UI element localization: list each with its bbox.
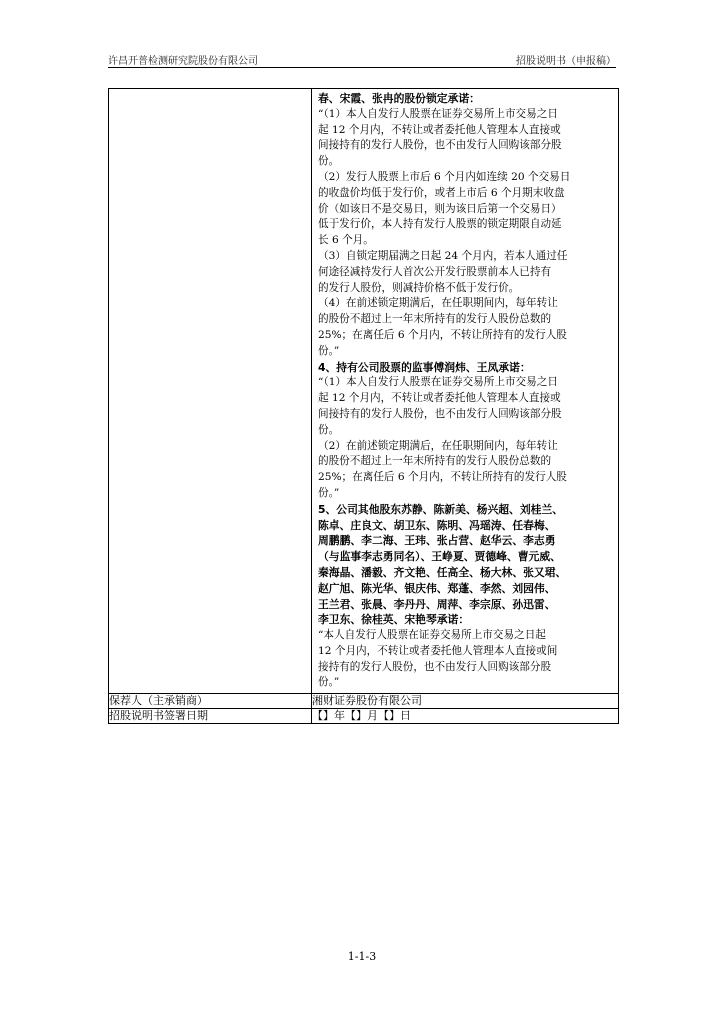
header-company-name: 许昌开普检测研究院股份有限公司 [108, 56, 258, 67]
commitment-body-line: 起 12 个月内，不转让或者委托他人管理本人直接或 [318, 392, 561, 405]
commitment-text-block [312, 89, 618, 693]
commitment-body-line: 25%；在离任后 6 个月内，不转让所持有的发行人股 [318, 328, 567, 341]
signing-date-row [109, 709, 619, 724]
commitment-body-line: 何途径减持发行人首次公开发行股票前本人已持有 [318, 265, 552, 278]
commitment-body-line: 间接持有的发行人股份，也不由发行人回购该部分股 [318, 139, 562, 152]
commitment-body-line: 起 12 个月内，不转让或者委托他人管理本人直接或 [318, 123, 561, 136]
commitment-body-line: “（1）本人自发行人股票在证券交易所上市交易之日 [318, 376, 558, 389]
commitment-body-line: （2）发行人股票上市后 6 个月内如连续 20 个交易日 [318, 170, 571, 183]
commitment-body-line: “本人自发行人股票在证券交易所上市交易之日起 [318, 629, 546, 642]
page-number: 1-1-3 [347, 950, 377, 963]
commitment-body-line: 低于发行价，本人持有发行人股票的锁定期限自动延 [318, 218, 562, 231]
commitment-body-line: 份。 [318, 155, 340, 168]
commitment-heading-line: 5、公司其他股东苏静、陈新美、杨兴超、刘桂兰、 [318, 502, 564, 516]
commitment-body-line: 份。 [318, 423, 340, 436]
commitment-heading-line: 周鹏鹏、李二海、王玮、张占营、赵华云、李志勇 [318, 534, 556, 548]
commitment-body-line: 12 个月内，不转让或者委托他人管理本人直接或间 [318, 644, 558, 657]
commitment-body-line: 份。” [318, 676, 340, 689]
commitment-heading-line: 秦海晶、潘毅、齐文艳、任高全、杨大林、张又珺、 [318, 565, 567, 579]
commitment-body-line: 的股份不超过上一年末所持有的发行人股份总数的 [318, 455, 552, 468]
page-header [108, 50, 616, 68]
sponsor-value: 湘财证券股份有限公司 [312, 694, 619, 709]
commitment-body-line: 份。” [318, 486, 340, 499]
commitment-body-line: 价（如该日不是交易日，则为该日后第一个交易日） [318, 202, 562, 215]
commitment-body-line: “（1）本人自发行人股票在证券交易所上市交易之日 [318, 107, 558, 120]
commitment-heading-line: （与监事李志勇同名）、王峥夏、贾德峰、曹元威、 [318, 550, 561, 564]
commitment-body-line: （2）在前述锁定期满后，在任职期间内，每年转让 [318, 439, 558, 452]
header-divider [108, 67, 616, 68]
header-document-title: 招股说明书（申报稿） [516, 56, 616, 67]
commitment-heading-line: 王兰君、张晨、李丹丹、周萍、李宗原、孙迅雷、 [318, 597, 556, 611]
commitment-text-cell [312, 89, 619, 694]
signing-date-value: 【】年【】月【】日 [312, 709, 619, 724]
commitment-body-line: 接持有的发行人股份，也不由发行人回购该部分股 [318, 660, 552, 673]
commitment-heading-line: 4、持有公司股票的监事傅润炜、王凤承诺： [318, 360, 531, 374]
commitment-body-line: 间接持有的发行人股份，也不由发行人回购该部分股 [318, 407, 562, 420]
commitment-body-line: （4）在前述锁定期满后，在任职期间内，每年转让 [318, 297, 558, 310]
commitment-heading-line: 李卫东、徐桂英、宋艳琴承诺： [318, 613, 470, 627]
signing-date-label: 招股说明书签署日期 [109, 709, 312, 724]
commitment-heading-line: 赵广旭、陈光华、银庆伟、郑蓬、李然、刘园伟、 [318, 581, 556, 595]
empty-label-cell [109, 89, 312, 694]
commitment-body-line: 的发行人股份，则减持价格不低于发行价。 [318, 281, 520, 294]
prospectus-info-table [108, 88, 619, 724]
commitment-body-line: 长 6 个月。 [318, 234, 374, 247]
commitment-body-line: （3）自锁定期届满之日起 24 个月内，若本人通过任 [318, 249, 568, 262]
lockup-commitment-row [109, 89, 619, 694]
commitment-body-line: 的收盘价均低于发行价，或者上市后 6 个月期末收盘 [318, 186, 565, 199]
commitment-body-line: 份。” [318, 344, 340, 357]
sponsor-row [109, 694, 619, 709]
commitment-heading-line: 春、宋霞、张冉的股份锁定承诺： [318, 92, 480, 105]
commitment-body-line: 的股份不超过上一年末所持有的发行人股份总数的 [318, 313, 552, 326]
sponsor-label: 保荐人（主承销商） [109, 694, 312, 709]
commitment-body-line: 25%；在离任后 6 个月内，不转让所持有的发行人股 [318, 471, 567, 484]
commitment-heading-line: 陈卓、庄良文、胡卫东、陈明、冯瑶涛、任春梅、 [318, 518, 556, 532]
